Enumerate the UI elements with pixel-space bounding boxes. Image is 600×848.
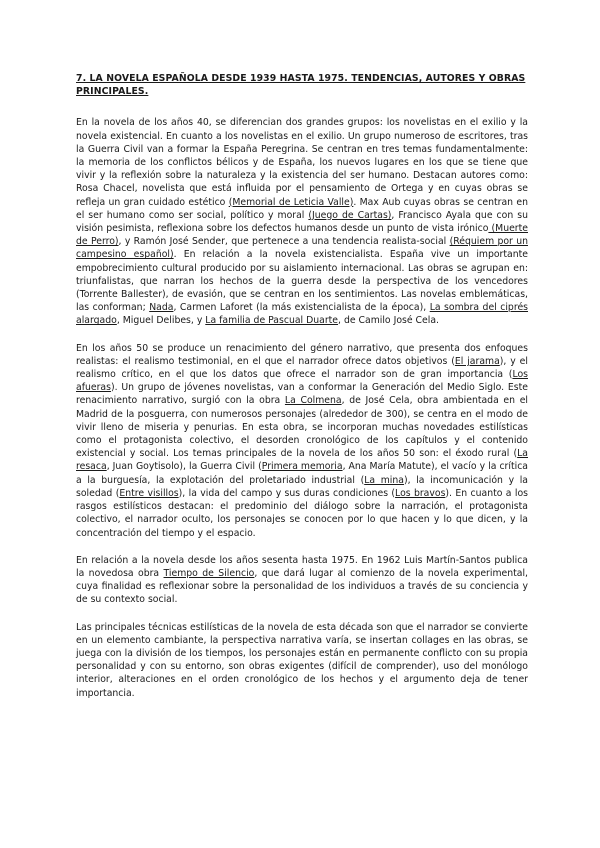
work-title: Los afueras	[76, 369, 528, 394]
work-title: (Réquiem por un campesino español)	[76, 236, 528, 261]
text-run: , y Ramón José Sender, que pertenece a una tendencia realista-social	[118, 236, 450, 248]
text-run: ), la vida del campo y sus duras condiciones (	[178, 487, 396, 499]
document-page	[76, 72, 528, 714]
text-run: En los años 50 se produce un renacimiento del género narrativo, que presenta dos enfoques realistas: el realismo testimonial, en el que el narrador ofrece datos objetivos (	[76, 342, 528, 367]
paragraph-1960s	[76, 554, 528, 607]
work-title: La mina	[364, 474, 404, 486]
text-run: , Miguel Delibes, y	[116, 315, 206, 327]
text-run: , de Camilo José Cela.	[338, 315, 439, 327]
paragraph-1950s	[76, 342, 528, 540]
text-run: , de José Cela, obra ambientada en el Madrid de la posguerra, con numerosos personajes (alrededor de 300), se centra en el modo de vivir lleno de miseria y penurias. En esta obra, se incorporan muchas novedades estilísticas como el protagonista colectivo, el desorden cronológico de los capítulos y el contenido existencial y social. Los temas principales de la novela de los años 50 son: el éxodo rural (	[76, 395, 528, 460]
text-run: , Carmen Laforet (la más existencialista de la época),	[173, 302, 430, 314]
text-run: , que dará lugar al comienzo de la novela experimental, cuya finalidad es reflexionar sobre la personalidad de los individuos a través de su conciencia y de su contexto social.	[76, 567, 528, 606]
work-title: La resaca	[76, 448, 528, 473]
work-title: Primera memoria	[261, 461, 343, 473]
text-run: En relación a la novela desde los años sesenta hasta 1975. En 1962 Luis Martín-Santos publica la novedosa obra	[76, 554, 528, 579]
work-title: Tiempo de Silencio	[163, 567, 255, 579]
text-run: ). En cuanto a los rasgos estilísticos destacan: el predominio del diálogo sobre la narración, el protagonista colectivo, el narrador oculto, los personajes se conocen por lo que hacen y lo que dicen, y la concentración del tiempo y el espacio.	[76, 487, 528, 539]
work-title: (Juego de Cartas)	[308, 209, 392, 221]
work-title: La familia de Pascual Duarte	[205, 315, 339, 327]
text-run: . En relación a la novela existencialista. España vive un importante empobrecimiento cultural producido por su aislamiento internacional. Las obras se agrupan en: triunfalistas, que narran los hechos de la guerra desde la perspectiva de los vencedores (Torrente Ballester), de evasión, que se centran en los sentimientos. Las novelas emblemáticas, las conforman;	[76, 249, 528, 314]
text-run: ), la incomunicación y la soledad (	[76, 474, 529, 499]
text-run: ). Un grupo de jóvenes novelistas, van a conformar la Generación del Medio Siglo. Este renacimiento narrativo, surgió con la obra	[76, 382, 528, 407]
text-run: En la novela de los años 40, se diferencian dos grandes grupos: los novelistas en el exilio y la novela existencial. En cuanto a los novelistas en el exilio. Un grupo numeroso de escritores, tras la Guerra Civil van a formar la España Peregrina. Se centran en tres temas fundamentalmente: la memoria de los conflictos bélicos y de España, los nuevos lugares en los que se tiene que vivir y la reflexión sobre la naturaleza y la existencia del ser humano. Destacan autores como: Rosa Chacel, novelista que está influida por el pensamiento de Ortega y en cuyas obras se refleja un gran cuidado estético	[76, 117, 528, 208]
work-title: La Colmena	[284, 395, 342, 407]
text-run: Las principales técnicas estilísticas de la novela de esta década son que el narrador se convierte en un elemento cambiante, la perspectiva narrativa varía, se insertan collages en las obras, se juega con la división de los tiempos, los personajes están en permanente conflicto con su propia personalidad y con su entorno, son obras exigentes (difícil de comprender), uso del monólogo interior, alteraciones en el orden cronológico de los hechos y el argumento deja de tener importancia.	[76, 621, 528, 699]
work-title: La sombra del ciprés alargado	[76, 302, 529, 327]
work-title: Los bravos	[395, 487, 446, 499]
text-run: , Ana María Matute), el vacío y la crítica a la burguesía, la explotación del proletariado industrial (	[76, 461, 529, 486]
text-run: . Max Aub cuyas obras se centran en el ser humano como ser social, político y moral	[76, 196, 528, 221]
text-run: , Juan Goytisolo), la Guerra Civil (	[106, 461, 262, 473]
work-title: (Muerte de Perro)	[76, 223, 528, 248]
text-run: ), y el realismo crítico, en el que los datos que ofrece el narrador son de gran importancia (	[76, 355, 528, 381]
work-title: Nada	[149, 302, 174, 314]
paragraph-1940s	[76, 116, 528, 327]
section-title: 7. LA NOVELA ESPAÑOLA DESDE 1939 HASTA 1975. TENDENCIAS, AUTORES Y OBRAS PRINCIPALES.	[76, 73, 526, 98]
text-run: , Francisco Ayala que con su visión pesimista, reflexiona sobre los defectos humanos desde un punto de vista irónico	[76, 209, 528, 235]
paragraph-techniques	[76, 621, 528, 700]
work-title: (Memorial de Leticia Valle)	[228, 196, 354, 208]
work-title: Entre visillos	[119, 487, 179, 499]
work-title: El jarama	[454, 355, 500, 367]
